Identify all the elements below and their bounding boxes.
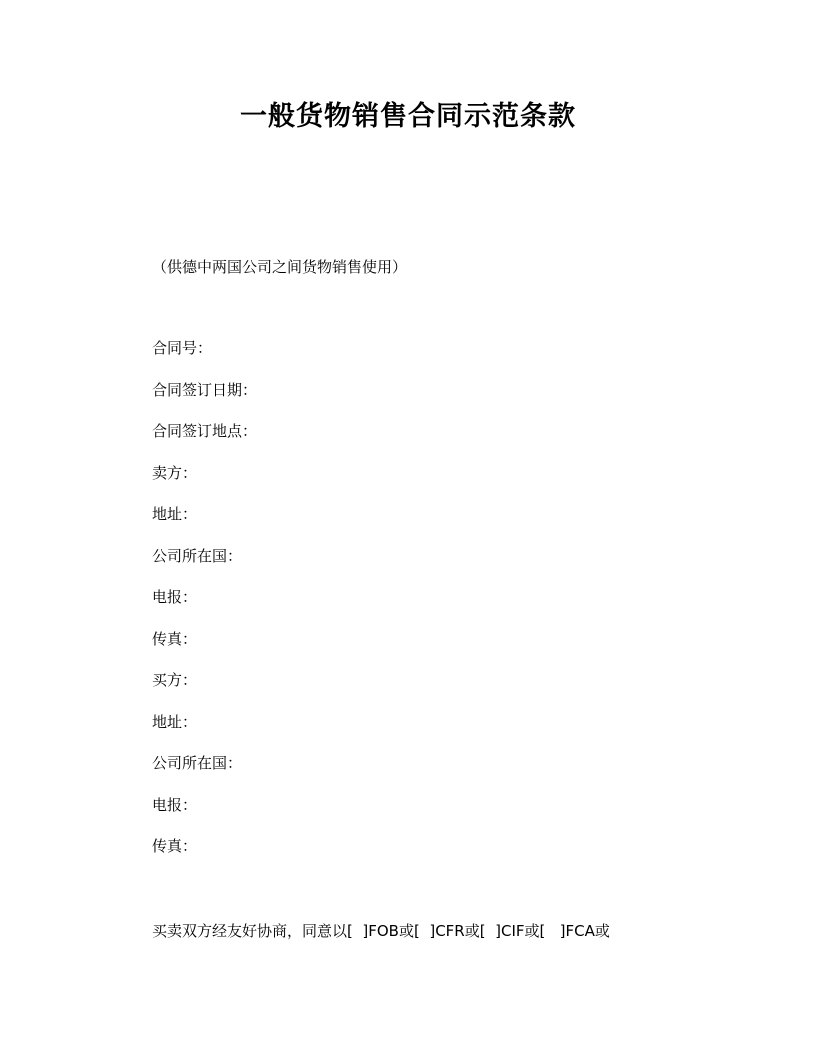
field-buyer-country: 公司所在国： (152, 754, 243, 772)
field-signing-date: 合同签订日期： (152, 380, 258, 399)
field-buyer-address: 地址： (152, 712, 198, 731)
document-subtitle: （供德中两国公司之间货物销售使用） (152, 258, 408, 276)
contract-field-list (152, 338, 257, 878)
field-seller-fax: 传真： (152, 629, 198, 648)
field-seller: 卖方： (152, 463, 198, 482)
agreement-paragraph: 买卖双方经友好协商，同意以[ ]FOB或[ ]CFR或[ ]CIF或[ ]FCA或 (152, 922, 610, 940)
field-buyer: 买方： (152, 671, 198, 689)
field-buyer-fax: 传真： (152, 837, 198, 855)
field-seller-country: 公司所在国： (152, 546, 243, 565)
field-signing-place: 合同签订地点： (152, 422, 258, 440)
page-title: 一般货物销售合同示范条款 (240, 101, 576, 132)
field-seller-telegram: 电报： (152, 588, 198, 606)
field-seller-address: 地址： (152, 505, 198, 523)
field-buyer-telegram: 电报： (152, 795, 198, 814)
field-contract-number: 合同号： (152, 339, 213, 357)
